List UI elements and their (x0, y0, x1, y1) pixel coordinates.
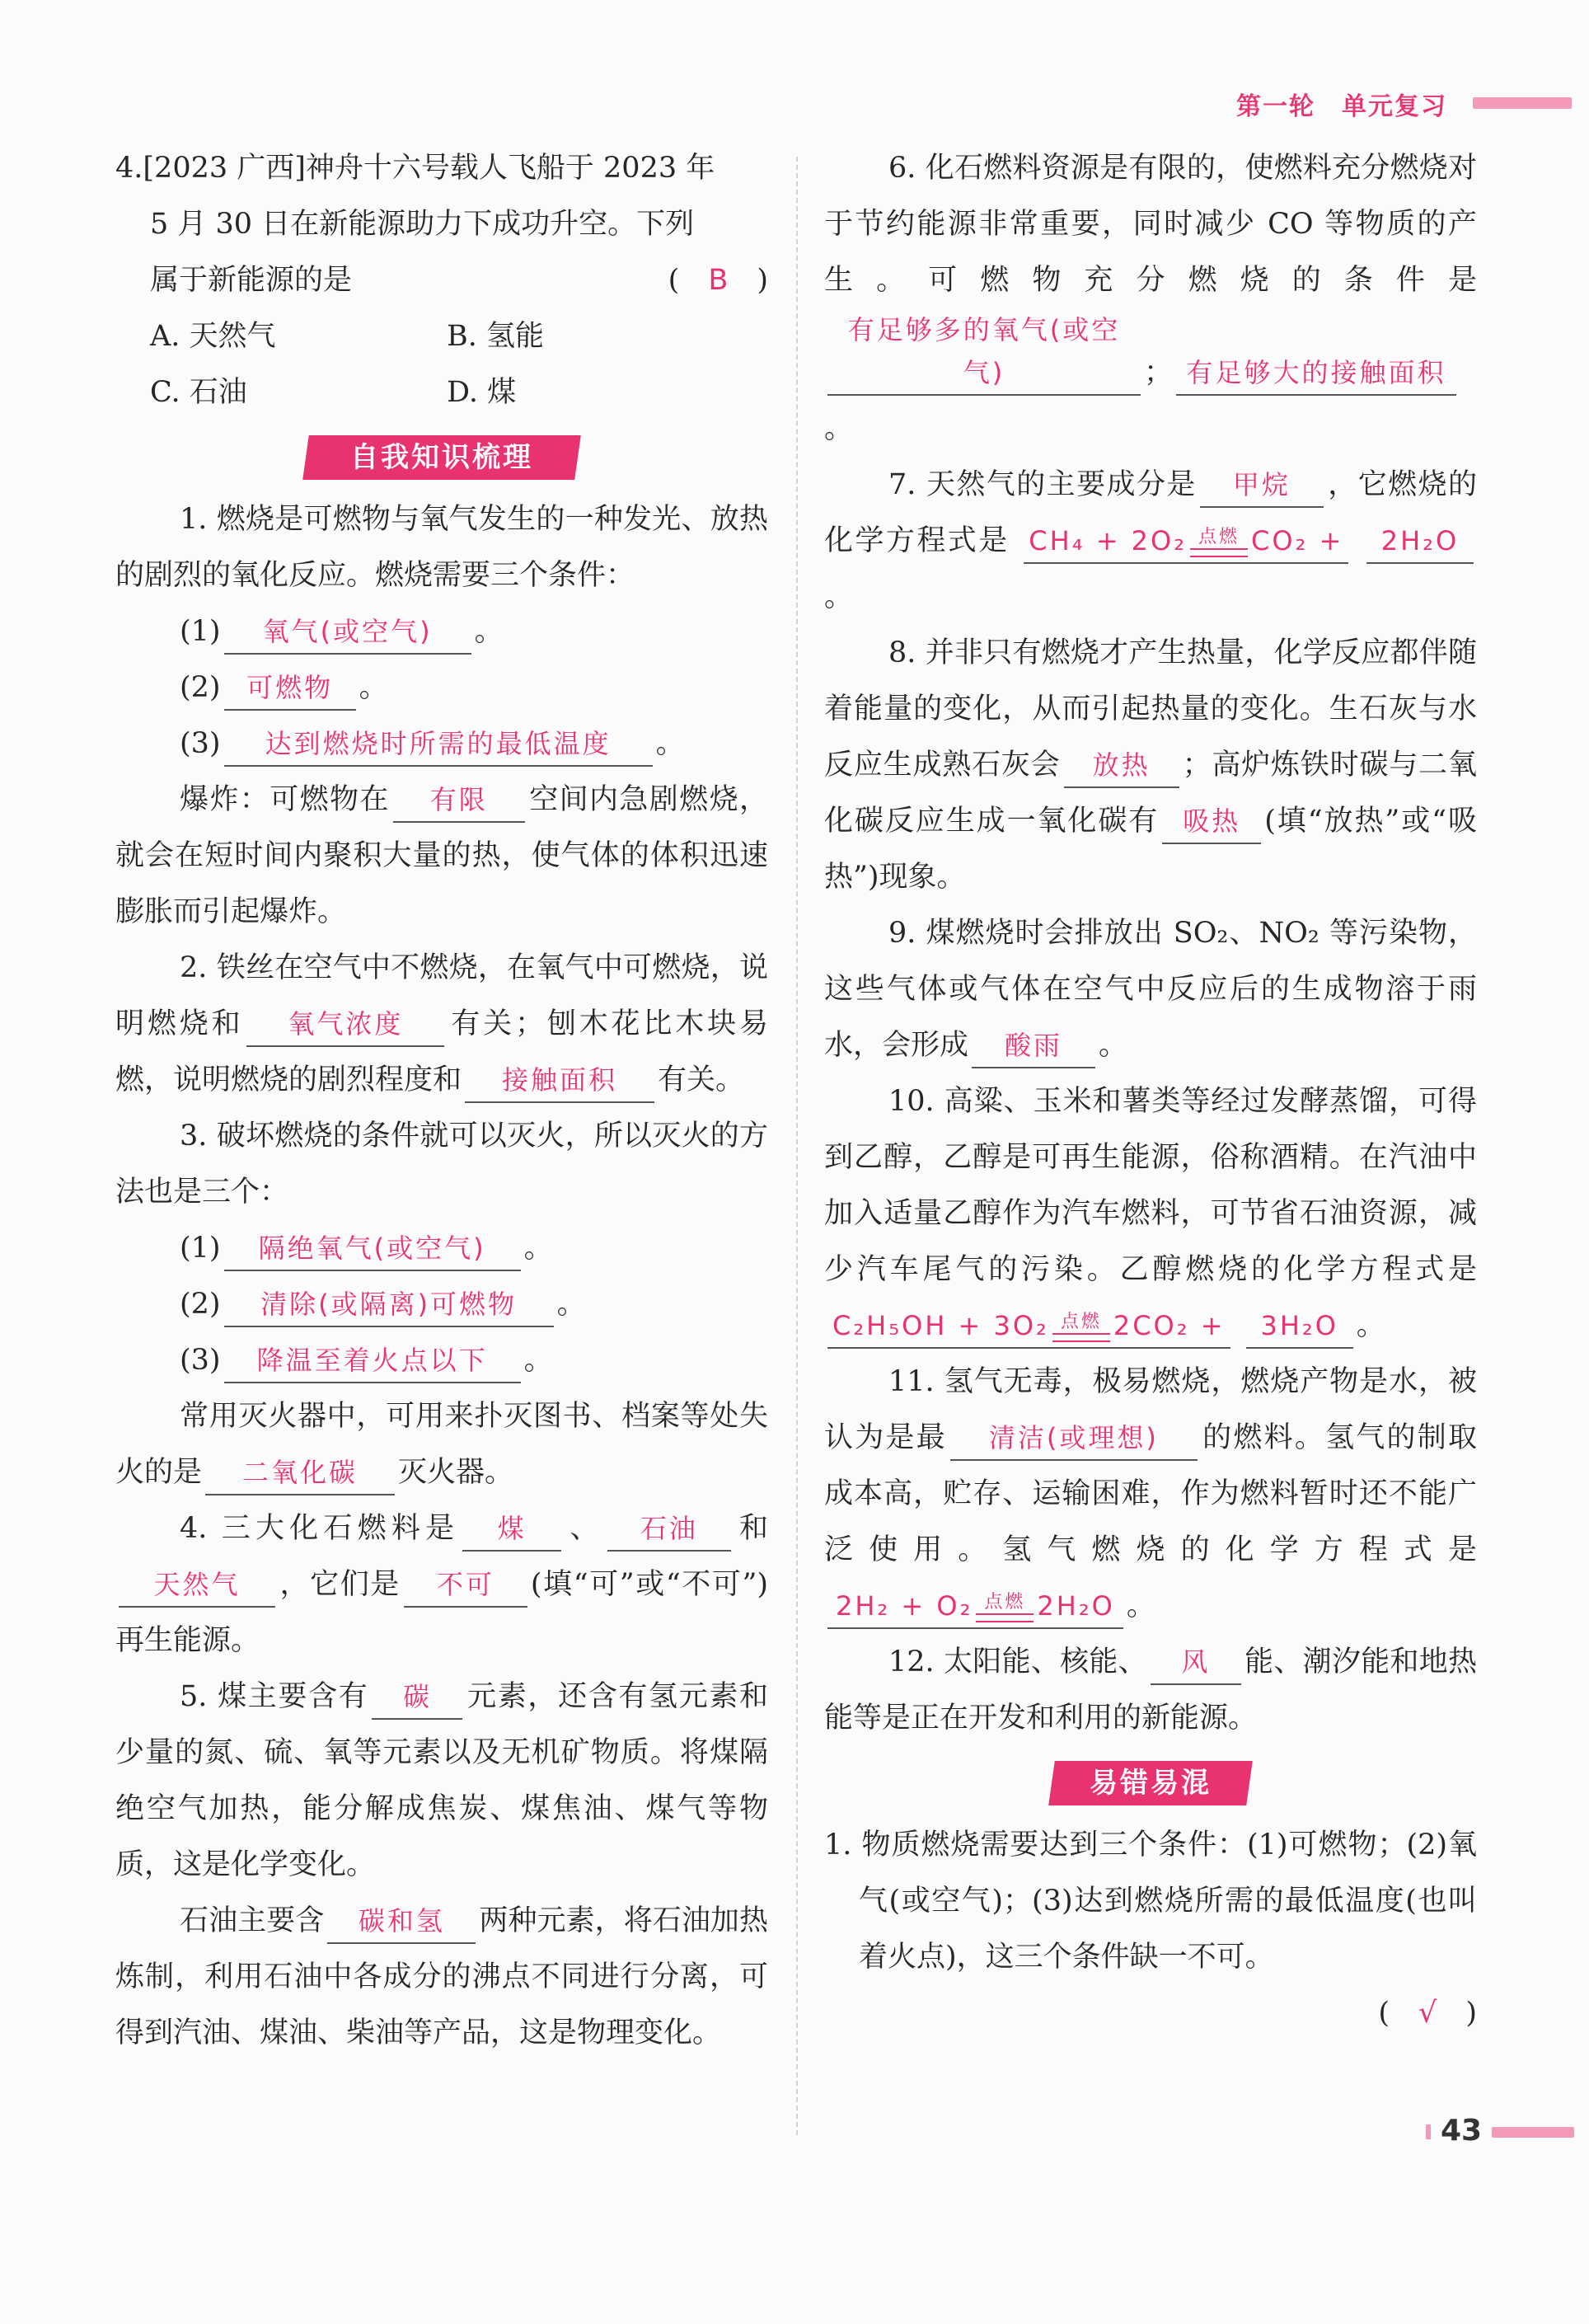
k2 (115, 940, 768, 1108)
q4-answer: B (708, 264, 729, 297)
equation-blank (1024, 519, 1348, 564)
k9-post: 。 (1099, 1029, 1128, 1062)
q4-options-cd (115, 364, 768, 420)
k3-ext-post: 灭火器。 (398, 1456, 514, 1489)
k10-pre: 10. 高粱、玉米和薯类等经过发酵蒸馏，可得到乙醇，乙醇是可再生能源，俗称酒精。在汽油中加入适量乙醇作为汽车燃料，可节省石油资源，减少汽车尾气的污染。乙醇燃烧的化学方程式是 (824, 1085, 1477, 1286)
reaction-arrow (976, 1591, 1034, 1622)
k2-mid: 有关；刨木花比木块易燃，说明燃烧的剧烈程度和 (115, 1007, 768, 1096)
q4-options-ab (115, 308, 768, 364)
equation-blank-tail: 2H₂O (1366, 519, 1474, 564)
q4-line1: 4.[2023 广西]神舟十六号载人飞船于 2023 年 (115, 152, 715, 185)
answer-blank: 碳 (372, 1675, 462, 1720)
k8 (824, 625, 1477, 905)
reaction-arrow (1052, 1313, 1110, 1342)
option-c[interactable]: C. 石油 (150, 376, 247, 409)
banner-knowledge-label: 自我知识梳理 (350, 441, 533, 474)
equals-bars (1052, 1333, 1110, 1342)
k6-pre: 6. 化石燃料资源是有限的，使燃料充分燃烧对于节约能源非常重要，同时减少 CO 等物质的产生。可燃物充分燃烧的条件是 (824, 152, 1477, 297)
k3-cond-2: (2) 清除(或隔离)可燃物 。 (115, 1276, 768, 1332)
k1-text: 1. 燃烧是可燃物与氧气发生的一种发光、放热的剧烈的氧化反应。燃烧需要三个条件： (115, 503, 768, 592)
k2-pre: 2. 铁丝在空气中不燃烧，在氧气中可燃烧，说明燃烧和 (115, 951, 768, 1040)
k5-oil (115, 1893, 768, 2061)
answer-blank: 天然气 (119, 1563, 275, 1608)
reaction-condition: 点燃 (984, 1591, 1026, 1613)
k11-post: 。 (1126, 1589, 1155, 1622)
k5-oil-post: 两种元素，将石油加热炼制，利用石油中各成分的沸点不同进行分离，可得到汽油、煤油、柴油等产品，这是物理变化。 (115, 1904, 768, 2049)
eq-left: C₂H₅OH + 3O₂ (832, 1310, 1049, 1341)
header-decor-bar (1473, 97, 1572, 109)
k10-post: 。 (1356, 1309, 1385, 1342)
eq-right: 2CO₂ + (1113, 1310, 1226, 1341)
answer-blank: 风 (1151, 1641, 1241, 1685)
k5-post: 元素，还含有氢元素和少量的氮、硫、氧等元素以及无机矿物质。将煤隔绝空气加热，能分解成焦炭、煤焦油、煤气等物质，这是化学变化。 (115, 1680, 768, 1881)
answer-blank: 酸雨 (972, 1024, 1095, 1068)
k1-explosion (115, 772, 768, 940)
k7-post: 。 (824, 580, 854, 613)
equals-bars (976, 1613, 1034, 1622)
section-banner-knowledge (302, 435, 581, 480)
eq-left: CH₄ + 2O₂ (1029, 525, 1188, 556)
k3-text: 3. 破坏燃烧的条件就可以灭火，所以灭火的方法也是三个： (115, 1120, 768, 1209)
reaction-condition: 点燃 (1060, 1311, 1102, 1332)
page-footer (1426, 2114, 1574, 2148)
q4-line3 (115, 252, 768, 308)
k4-and: 和 (734, 1512, 768, 1545)
answer-blank: 碳和氢 (327, 1899, 476, 1944)
answer-blank: 石油 (607, 1507, 731, 1552)
k5 (115, 1669, 768, 1893)
e1-text: 1. 物质燃烧需要达到三个条件：(1)可燃物；(2)氧气(或空气)；(3)达到燃烧所需的最低温度(也叫着火点)，这三个条件缺一不可。 (824, 1829, 1477, 1974)
k7-mid: ，它燃烧的化学方程式是 (824, 468, 1477, 557)
column-divider (796, 157, 798, 2135)
question-4 (115, 140, 768, 420)
unit-review-tag: 第一轮 单元复习 (1236, 92, 1447, 121)
equation-blank-tail: 3H₂O (1246, 1304, 1353, 1349)
k1-bz-post: 空间内急剧燃烧，就会在短时间内聚积大量的热，使气体的体积迅速膨胀而引起爆炸。 (115, 783, 768, 928)
answer-blank: 隔绝氧气(或空气) (224, 1227, 521, 1271)
k5-oil-pre: 石油主要含 (180, 1904, 325, 1937)
k4-pre: 4. 三大化石燃料是 (180, 1512, 460, 1545)
k1-c1-num: (1) (180, 615, 221, 648)
answer-blank: 氧气(或空气) (224, 610, 471, 655)
k12-pre: 12. 太阳能、核能、 (888, 1646, 1147, 1678)
k1-bz-pre: 爆炸：可燃物在 (180, 783, 390, 816)
answer-blank: 吸热 (1162, 800, 1261, 844)
equals-bars (1190, 548, 1248, 557)
k10 (824, 1073, 1477, 1354)
k1-cond-3: (3) 达到燃烧时所需的最低温度 。 (115, 716, 768, 772)
option-a[interactable]: A. 天然气 (150, 320, 276, 353)
k4-sep: 、 (565, 1512, 604, 1545)
k7-pre: 7. 天然气的主要成分是 (888, 468, 1197, 501)
page-number: 43 (1441, 2114, 1483, 2148)
eq-right: 2H₂O (1037, 1590, 1115, 1622)
answer-blank: 达到燃烧时所需的最低温度 (224, 722, 653, 767)
reaction-arrow (1190, 528, 1248, 557)
equation-blank (827, 1585, 1123, 1629)
answer-blank: 接触面积 (465, 1059, 654, 1103)
k11-pre: 11. 氢气无毒，极易燃烧，燃烧产物是水，被认为是最 (824, 1365, 1477, 1454)
k8-post: (填“放热”或“吸热”)现象。 (824, 805, 1477, 894)
left-column (115, 140, 768, 2061)
k11-mid: 的燃料。氢气的制取成本高，贮存、运输困难，作为燃料暂时还不能广泛使用。氢气燃烧的化学方程式是 (824, 1421, 1477, 1566)
k3-ext-pre: 常用灭火器中，可用来扑灭图书、档案等处失火的是 (115, 1400, 768, 1489)
q4-line2: 5 月 30 日在新能源助力下成功升空。下列 (150, 208, 695, 241)
answer-blank: 放热 (1064, 744, 1179, 788)
k8-pre: 8. 并非只有燃烧才产生热量，化学反应都伴随着能量的变化，从而引起热量的变化。生石灰与水反应生成熟石灰会 (824, 636, 1477, 782)
k3-extinguisher (115, 1388, 768, 1500)
answer-blank: 降温至着火点以下 (224, 1339, 521, 1383)
k3-cond-3: (3) 降温至着火点以下 。 (115, 1332, 768, 1388)
answer-blank: 氧气浓度 (246, 1002, 444, 1047)
k11 (824, 1354, 1477, 1634)
eq-right: CO₂ + (1251, 525, 1344, 556)
answer-blank: 有限 (393, 778, 525, 823)
equation-blank (827, 1304, 1230, 1349)
banner-errors-label: 易错易混 (1090, 1767, 1212, 1800)
k1-cond-2: (2) 可燃物 。 (115, 660, 768, 716)
k4 (115, 1500, 768, 1669)
answer-blank: 可燃物 (224, 666, 356, 711)
k5-pre: 5. 煤主要含有 (180, 1680, 369, 1713)
k3-c3-num: (3) (180, 1344, 221, 1377)
k1-c2-num: (2) (180, 671, 221, 704)
q4-answer-paren: ( B ) (668, 264, 768, 297)
k3-c2-num: (2) (180, 1288, 221, 1321)
k1-c3-num: (3) (180, 727, 221, 760)
answer-blank: 有足够多的氧气(或空气) (827, 308, 1141, 396)
option-b[interactable]: B. 氢能 (447, 320, 544, 353)
check-mark-icon: √ (1418, 1997, 1437, 2030)
e1-judge: ( √ ) (1378, 1997, 1477, 2030)
page-tick-decor (1426, 2124, 1431, 2139)
eq-left: 2H₂ + O₂ (836, 1590, 973, 1622)
right-column (824, 140, 1477, 2041)
k2-post: 有关。 (658, 1063, 745, 1096)
k6-sep: ； (1144, 356, 1174, 389)
k7 (824, 457, 1477, 625)
k1-cond-1: (1) 氧气(或空气) 。 (115, 603, 768, 660)
q4-stem-end: 属于新能源的是 (150, 264, 353, 297)
option-d[interactable]: D. 煤 (447, 376, 517, 409)
k6-post: 。 (824, 412, 854, 445)
page-decor-bar (1492, 2127, 1574, 2138)
k3-cond-1: (1) 隔绝氧气(或空气) 。 (115, 1220, 768, 1276)
k9 (824, 905, 1477, 1073)
answer-blank: 清除(或隔离)可燃物 (224, 1283, 554, 1327)
answer-blank: 甲烷 (1200, 463, 1324, 508)
k8-mid: ；高炉炼铁时碳与二氧化碳反应生成一氧化碳有 (824, 749, 1477, 838)
section-banner-errors (1048, 1761, 1253, 1805)
answer-blank: 二氧化碳 (205, 1451, 395, 1495)
k9-pre: 9. 煤燃烧时会排放出 SO₂、NO₂ 等污染物，这些气体或气体在空气中反应后的生成物溶于雨水，会形成 (824, 917, 1477, 1062)
answer-blank: 清洁(或理想) (950, 1416, 1198, 1461)
answer-blank: 不可 (404, 1563, 527, 1608)
k3-c1-num: (1) (180, 1232, 221, 1265)
reaction-condition: 点燃 (1198, 526, 1240, 547)
k4-post: (填“可”或“不可”)再生能源。 (115, 1568, 768, 1657)
k4-mid: ，它们是 (279, 1568, 401, 1601)
k12 (824, 1634, 1477, 1746)
k6 (824, 140, 1477, 457)
k12-post: 能、潮汐能和地热能等是正在开发和利用的新能源。 (824, 1646, 1477, 1735)
answer-blank: 煤 (462, 1507, 561, 1552)
answer-blank: 有足够大的接触面积 (1176, 351, 1456, 396)
